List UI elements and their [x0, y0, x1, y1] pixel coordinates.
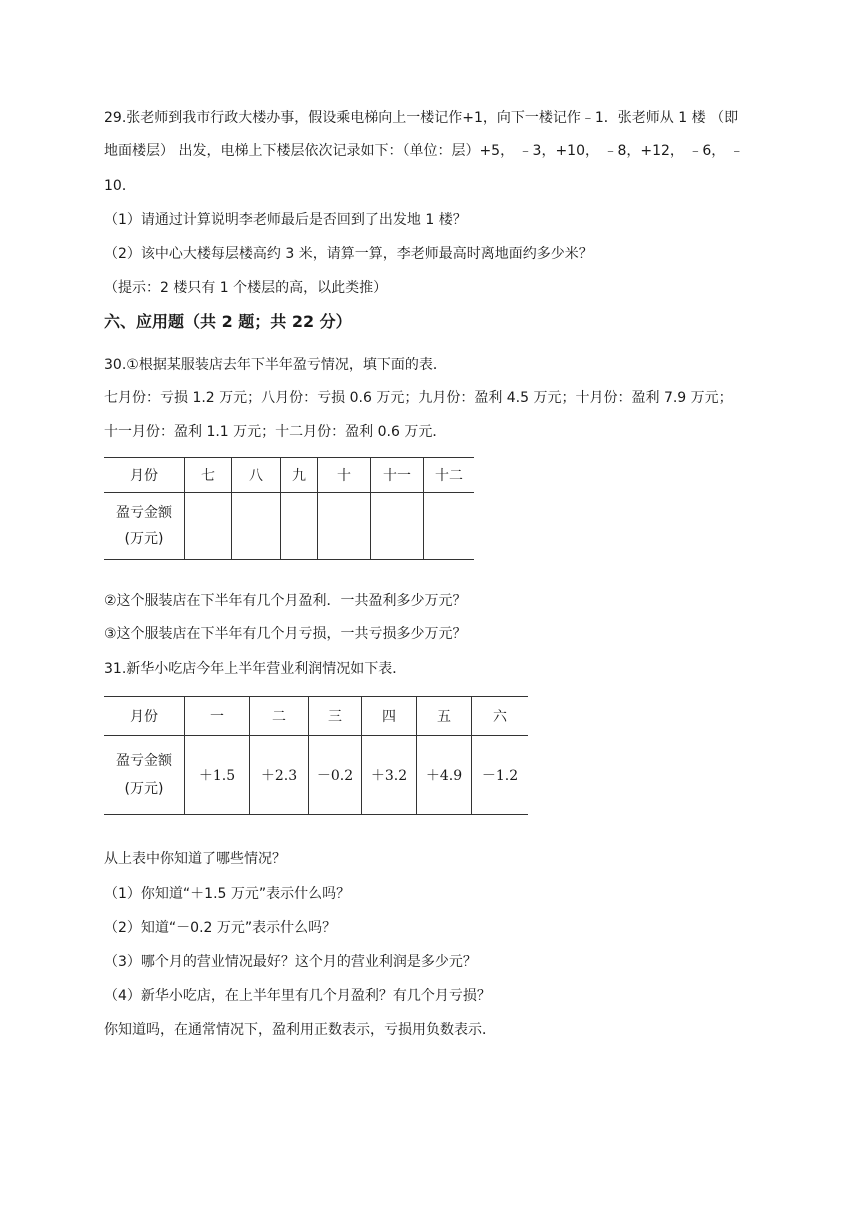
q29-sub-question-1: （1）请通过计算说明李老师最后是否回到了出发地 1 楼？	[104, 212, 467, 228]
q31-table-value-cell: ＋4.9	[417, 736, 472, 815]
q30-table-value-cell	[185, 493, 232, 560]
q30-table-header-cell: 八	[232, 458, 281, 493]
q30-table-header-cell: 十二	[424, 458, 475, 493]
q30-table-value-cell	[318, 493, 371, 560]
section-heading: 六、应用题（共 2 题；共 22 分）	[104, 312, 352, 331]
q30-table-header-cell: 七	[185, 458, 232, 493]
q30-intro: 30.①根据某服装店去年下半年盈亏情况，填下面的表．	[104, 357, 447, 373]
q31-table-value-cell: ＋3.2	[362, 736, 417, 815]
q29-hint: （提示：2 楼只有 1 个楼层的高，以此类推）	[104, 280, 388, 296]
q31-table-header-cell: 三	[309, 697, 362, 736]
row-label-line-1: 盈亏金额	[116, 505, 172, 521]
q30-table-value-cell	[371, 493, 424, 560]
q29-stem-line-3: 10．	[104, 178, 136, 194]
q31-table	[104, 696, 528, 815]
q30-table-row-label	[104, 493, 185, 560]
q30-table-value-cell	[281, 493, 318, 560]
q31-table-value-cell: ＋1.5	[185, 736, 250, 815]
q31-table-header-cell: 四	[362, 697, 417, 736]
row-label-line-2: (万元)	[124, 781, 164, 797]
q31-table-header-cell: 六	[472, 697, 529, 736]
row-label-line-2: (万元)	[124, 531, 164, 547]
row-label-line-1: 盈亏金额	[116, 753, 172, 769]
q31-intro: 31.新华小吃店今年上半年营业利润情况如下表．	[104, 661, 407, 677]
q30-table-header-cell: 十一	[371, 458, 424, 493]
q31-note: 你知道吗，在通常情况下，盈利用正数表示，亏损用负数表示．	[104, 1022, 496, 1038]
q30-table-value-cell	[232, 493, 281, 560]
q30-table-header-cell: 九	[281, 458, 318, 493]
q31-table-value-cell: ＋2.3	[250, 736, 309, 815]
q31-table-header-cell: 五	[417, 697, 472, 736]
q31-ask: 从上表中你知道了哪些情况？	[104, 851, 286, 867]
q30-table-header-cell: 月份	[104, 458, 185, 493]
q30-data-line-1: 七月份：亏损 1.2 万元；八月份：亏损 0.6 万元；九月份：盈利 4.5 万元；十月份：盈利 7.9 万元；	[104, 390, 733, 406]
q31-table-row-label	[104, 736, 185, 815]
q31-table-header-cell: 一	[185, 697, 250, 736]
q31-sub-question-3: （3）哪个月的营业情况最好？这个月的营业利润是多少元？	[104, 954, 477, 970]
q30-table-value-cell	[424, 493, 475, 560]
q31-table-value-cell: －1.2	[472, 736, 529, 815]
q31-table-value-cell: －0.2	[309, 736, 362, 815]
q30-table-header-cell: 十	[318, 458, 371, 493]
q31-sub-question-2: （2）知道“－0.2 万元”表示什么吗？	[104, 920, 337, 936]
q29-sub-question-2: （2）该中心大楼每层楼高约 3 米，请算一算，李老师最高时离地面约多少米？	[104, 246, 593, 262]
q31-sub-question-4: （4）新华小吃店，在上半年里有几个月盈利？有几个月亏损？	[104, 988, 491, 1004]
q30-table	[104, 457, 474, 560]
q30-question-3: ③这个服装店在下半年有几个月亏损，一共亏损多少万元？	[104, 626, 467, 642]
q30-question-2: ②这个服装店在下半年有几个月盈利．一共盈利多少万元？	[104, 593, 467, 609]
q30-data-line-2: 十一月份：盈利 1.1 万元；十二月份：盈利 0.6 万元．	[104, 424, 447, 440]
q31-sub-question-1: （1）你知道“＋1.5 万元”表示什么吗？	[104, 886, 351, 902]
q31-table-header-cell: 二	[250, 697, 309, 736]
q29-stem-line-2: 地面楼层） 出发，电梯上下楼层依次记录如下：（单位：层）+5， ﹣3，+10， ﹣8，+12， ﹣6， ﹣	[104, 143, 744, 159]
q31-table-header-cell: 月份	[104, 697, 185, 736]
q29-stem-line-1: 29.张老师到我市行政大楼办事，假设乘电梯向上一楼记作+1，向下一楼记作﹣1．张老师从 1 楼 （即	[104, 110, 739, 126]
